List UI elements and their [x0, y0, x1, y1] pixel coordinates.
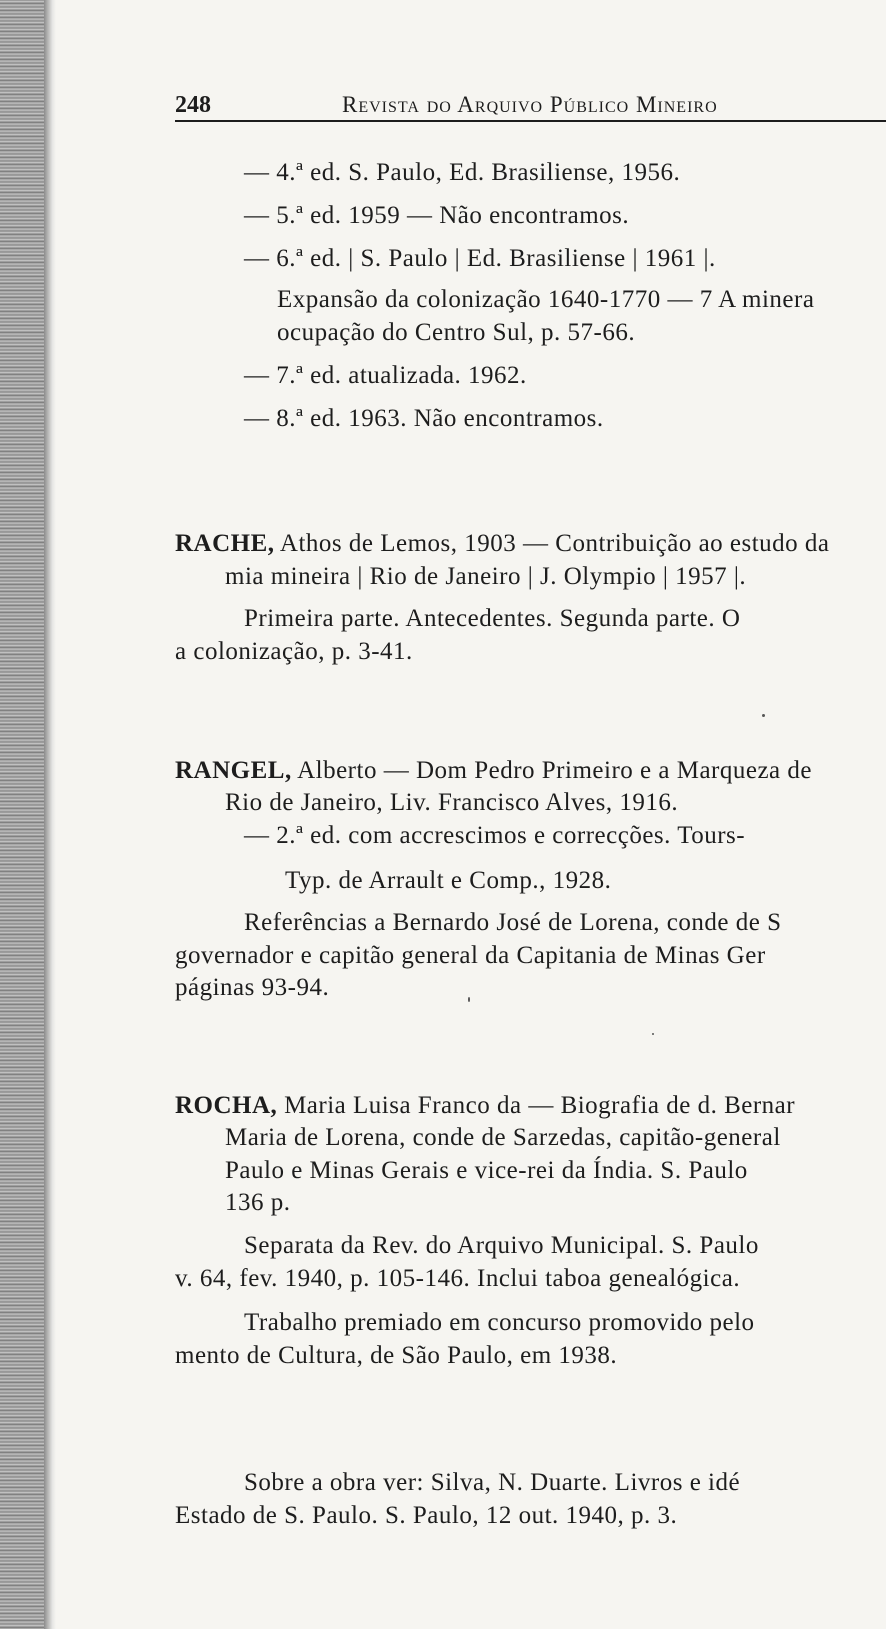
- rocha-author: ROCHA,: [175, 1092, 278, 1119]
- rocha-entry-line-4: 136 p.: [225, 1189, 291, 1216]
- rangel-author: RANGEL,: [175, 757, 292, 784]
- rangel-edition-2-line-1: — 2.ª ed. com accrescimos e correcções. Tours-: [244, 822, 746, 849]
- rocha-prize-line-2: mento de Cultura, de São Paulo, em 1938.: [175, 1342, 618, 1369]
- rangel-note-line-1: Referências a Bernardo José de Lorena, conde de S: [244, 909, 782, 936]
- rocha-entry-line-3: Paulo e Minas Gerais e vice-rei da Índia. S. Paulo: [225, 1157, 748, 1184]
- rache-entry-line-2: mia mineira | Rio de Janeiro | J. Olympio | 1957 |.: [225, 563, 747, 590]
- prado-edition-4: — 4.ª ed. S. Paulo, Ed. Brasiliense, 1956.: [244, 159, 681, 186]
- scan-speck: [468, 997, 470, 1002]
- rangel-edition-2-line-2: Typ. de Arrault e Comp., 1928.: [285, 867, 612, 894]
- rocha-entry-line-1: [175, 1090, 795, 1122]
- page-header: [175, 86, 886, 122]
- rocha-separata-line-2: v. 64, fev. 1940, p. 105-146. Inclui taboa genealógica.: [175, 1265, 741, 1292]
- rache-note-line-2: a colonização, p. 3-41.: [175, 638, 413, 665]
- prado-edition-5: — 5.ª ed. 1959 — Não encontramos.: [244, 202, 630, 229]
- rocha-separata-line-1: Separata da Rev. do Arquivo Municipal. S. Paulo: [244, 1232, 759, 1259]
- rache-note-line-1: Primeira parte. Antecedentes. Segunda parte. O: [244, 605, 741, 632]
- scan-speck: [652, 1033, 654, 1035]
- rocha-entry-line-2: Maria de Lorena, conde de Sarzedas, capitão-general: [225, 1124, 781, 1151]
- running-title: Revista do Arquivo Público Mineiro: [342, 92, 718, 117]
- rocha-prize-line-1: Trabalho premiado em concurso promovido pelo: [244, 1309, 755, 1336]
- rache-title: Athos de Lemos, 1903 — Contribuição ao estudo da: [274, 530, 830, 557]
- rocha-title: Maria Luisa Franco da — Biografia de d. Bernar: [277, 1092, 796, 1119]
- rangel-note-line-2: governador e capitão general da Capitania de Minas Ger: [175, 942, 766, 969]
- prado-edition-7: — 7.ª ed. atualizada. 1962.: [244, 362, 527, 389]
- page-number: 248: [175, 92, 211, 118]
- prado-expansion-line-2: ocupação do Centro Sul, p. 57-66.: [277, 319, 636, 346]
- prado-edition-6: — 6.ª ed. | S. Paulo | Ed. Brasiliense | 1961 |.: [244, 245, 716, 272]
- rangel-note-line-3: páginas 93-94.: [175, 974, 330, 1001]
- rocha-about-line-2: Estado de S. Paulo. S. Paulo, 12 out. 1940, p. 3.: [175, 1502, 678, 1529]
- rangel-title: Alberto — Dom Pedro Primeiro e a Marqueza de: [291, 757, 812, 784]
- prado-edition-8: — 8.ª ed. 1963. Não encontramos.: [244, 405, 604, 432]
- prado-expansion-line-1: Expansão da colonização 1640-1770 — 7 A minera: [277, 286, 815, 313]
- rache-entry-line-1: [175, 528, 830, 560]
- rache-author: RACHE,: [175, 530, 275, 557]
- rangel-entry-line-1: [175, 755, 812, 787]
- rocha-about-line-1: Sobre a obra ver: Silva, N. Duarte. Livros e idé: [244, 1469, 741, 1496]
- rangel-entry-line-2: Rio de Janeiro, Liv. Francisco Alves, 1916.: [225, 789, 679, 816]
- scan-speck: [762, 714, 765, 717]
